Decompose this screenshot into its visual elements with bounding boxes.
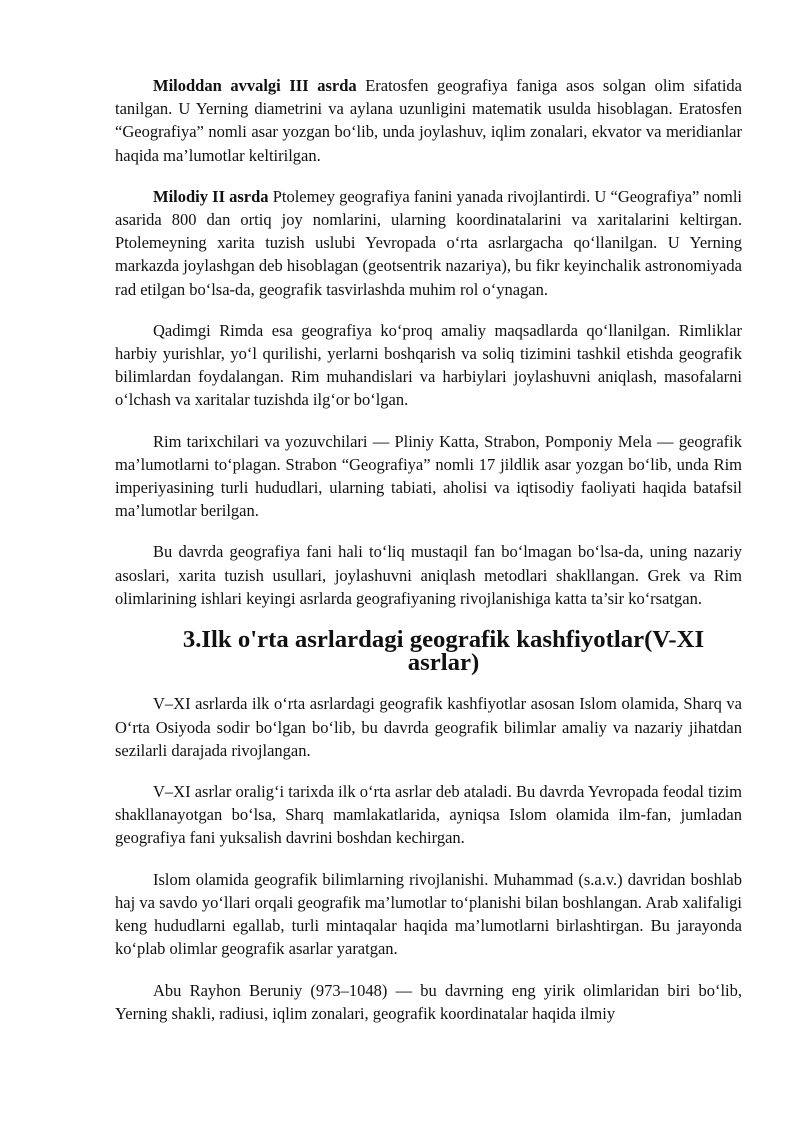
paragraph-text: Abu Rayhon Beruniy (973–1048) — bu davrning eng yirik olimlaridan biri bo‘lib, Yerning shakli, radiusi, iqlim zonalari, geografik koordinatalar haqida ilmiy xyxy=(115,980,742,1023)
paragraph-lead: Milodiy II asrda xyxy=(153,186,269,206)
section-heading: 3.Ilk o'rta asrlardagi geografik kashfiyotlar(V-XI asrlar) xyxy=(182,626,705,677)
paragraph-text: Rim tarixchilari va yozuvchilari — Pliniy Katta, Strabon, Pomponiy Mela — geografik ma’lumotlarni to‘plagan. Strabon “Geografiya” nomli 17 jildlik asar yozgan bo‘lib, unda Rim imperiyasining turli hududlari, ularning tabiati, aholisi va iqtisodiy faoliyati haqida batafsil ma’lumotlar berilgan. xyxy=(115,431,742,521)
document-page xyxy=(115,74,742,1043)
paragraph-eratosthenes xyxy=(115,74,742,167)
paragraph-text: V–XI asrlar oralig‘i tarixda ilk o‘rta asrlar deb ataladi. Bu davrda Yevropada feodal tizim shakllanayotgan bo‘lsa, Sharq mamlakatlarida, ayniqsa Islom olamida ilm-fan, jumladan geografiya fani yuksalish davrini boshdan kechirgan. xyxy=(115,782,742,848)
paragraph-period-summary xyxy=(115,540,742,610)
paragraph-ancient-rome xyxy=(115,319,742,412)
paragraph-text: Islom olamida geografik bilimlarning rivojlanishi. Muhammad (s.a.v.) davridan boshlab haj va savdo yo‘llari orqali geografik ma’lumotlar to‘planishi bilan boshlangan. Arab xalifaligi keng hududlarni egallab, turli mintaqalar haqida ma’lumotlarni birlashtirgan. Bu jarayonda ko‘plab olimlar geografik asarlar yaratgan. xyxy=(115,869,742,959)
paragraph-ptolemy xyxy=(115,185,742,301)
paragraph-section-intro xyxy=(115,692,742,762)
paragraph-roman-writers xyxy=(115,430,742,523)
paragraph-early-middle-ages xyxy=(115,780,742,850)
paragraph-text: Eratosfen geografiya faniga asos solgan olim sifatida tanilgan. U Yerning diametrini va aylana uzunligini matematik usulda hisoblagan. Eratosfen “Geografiya” nomli asar yozgan bo‘lib, unda joylashuv, iqlim zonalari, ekvator va meridianlar haqida ma’lumotlar keltirilgan. xyxy=(115,76,742,165)
paragraph-text: Qadimgi Rimda esa geografiya ko‘proq amaliy maqsadlarda qo‘llanilgan. Rimliklar harbiy yurishlar, yo‘l qurilishi, yerlarni boshqarish va soliq tizimini tashkil etishda geografik bilimlardan foydalangan. Rim muhandislari va harbiylari joylashuvni aniqlash, masofalarni o‘lchash va xaritalar tuzishda ilg‘or bo‘lgan. xyxy=(115,320,742,410)
paragraph-text: Bu davrda geografiya fani hali to‘liq mustaqil fan bo‘lmagan bo‘lsa-da, uning nazariy asoslari, xarita tuzish usullari, joylashuvni aniqlash metodlari shakllangan. Grek va Rim olimlarining ishlari keyingi asrlarda geografiyaning rivojlanishiga katta ta’sir ko‘rsatgan. xyxy=(115,542,742,608)
paragraph-text: Ptolemey geografiya fanini yanada rivojlantirdi. U “Geografiya” nomli asarida 800 dan ortiq joy nomlarini, ularning koordinatalarini va xaritalarini keltirgan. Ptolemeyning xarita tuzish uslubi Yevropada o‘rta asrlargacha qo‘llanilgan. U Yerning markazda joylashgan deb hisoblagan (geotsentrik nazariya), bu fikr keyinchalik astronomiyada rad etilgan bo‘lsa-da, geografik tasvirlashda muhim rol o‘ynagan. xyxy=(115,186,742,299)
paragraph-islamic-world xyxy=(115,868,742,961)
paragraph-lead: Miloddan avvalgi III asrda xyxy=(153,76,357,95)
paragraph-text: V–XI asrlarda ilk o‘rta asrlardagi geografik kashfiyotlar asosan Islom olamida, Sharq va O‘rta Osiyoda sodir bo‘lgan bo‘lib, bu davrda geografik bilimlar amaliy va nazariy jihatdan sezilarli darajada rivojlangan. xyxy=(115,694,742,760)
paragraph-beruniy xyxy=(115,979,742,1025)
